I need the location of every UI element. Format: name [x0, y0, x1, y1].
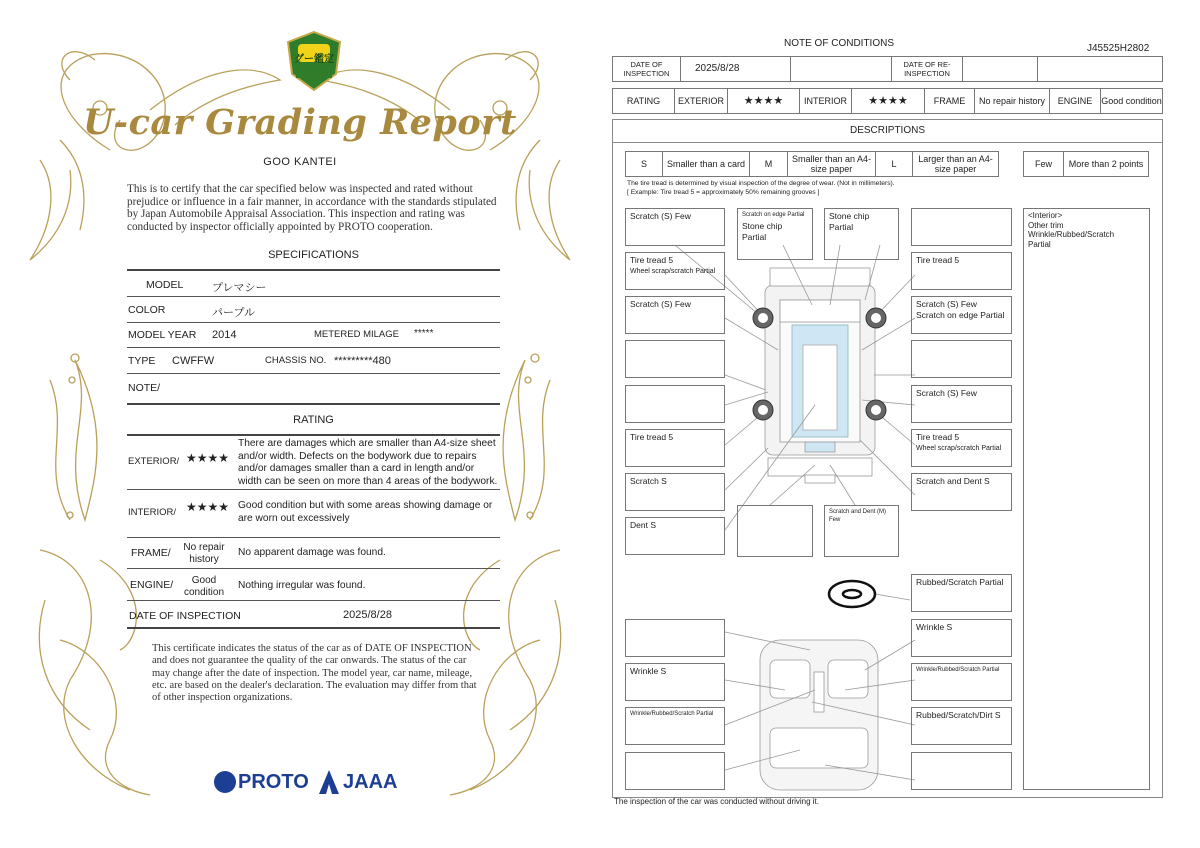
interior-description: Good condition but with some areas showing damage or are worn out excessively [238, 500, 493, 524]
frame-label: FRAME [924, 88, 975, 114]
condition-note [737, 505, 813, 557]
reinspection-label: DATE OF RE-INSPECTION [891, 56, 963, 82]
exterior-label: EXTERIOR [674, 88, 728, 114]
condition-note-line: Tire tread 5 [630, 255, 674, 265]
interior-label: INTERIOR/ [128, 507, 177, 518]
condition-note [911, 340, 1012, 378]
condition-note [625, 385, 725, 423]
condition-note [737, 208, 813, 260]
exterior-description: There are damages which are smaller than A4-size sheet and/or width. Defects on the bodywork due to repairs and/or damages smaller than a card in length and/or width can be seen on more than 4 areas of the bodywork. [238, 438, 498, 487]
condition-note [625, 752, 725, 790]
condition-note: Scratch (S) Few [625, 296, 725, 334]
condition-note-line: Wheel scrap/scratch Partial [916, 445, 1002, 452]
frame-value: No repair history [183, 542, 225, 565]
condition-note-line: Stone chip Partial [742, 221, 783, 242]
frame-description: No apparent damage was found. [238, 547, 386, 558]
condition-note-line: Scratch on edge Partial [916, 310, 1005, 320]
divider [127, 627, 500, 629]
condition-note [911, 208, 1012, 246]
report-title: NOTE OF CONDITIONS [784, 38, 894, 49]
divider [127, 434, 500, 436]
condition-note: Stone chip Partial [824, 208, 899, 260]
legend-s: S [625, 151, 663, 177]
model-label: MODEL [146, 279, 184, 291]
condition-note: Tire tread 5 [625, 429, 725, 467]
interior-stars: ★★★★ [186, 500, 230, 514]
interior-label: INTERIOR [799, 88, 852, 114]
condition-note: Wrinkle S [625, 663, 725, 701]
proto-logo-icon [214, 771, 236, 793]
interior-note-line: Partial [1028, 239, 1051, 249]
condition-note: Rubbed/Scratch Partial [911, 574, 1012, 612]
divider [127, 296, 500, 297]
condition-note [625, 619, 725, 657]
condition-note: Dent S [625, 517, 725, 555]
condition-note: Scratch (S) Few [625, 208, 725, 246]
condition-note [911, 296, 1012, 334]
exterior-stars: ★★★★ [727, 88, 800, 114]
tire-note: The tire tread is determined by visual inspection of the degree of wear. (Not in millimeters). [627, 180, 895, 187]
divider [127, 347, 500, 348]
engine-value: Good condition [183, 575, 225, 598]
frame-value: No repair history [974, 88, 1050, 114]
condition-note-line: Tire tread 5 [916, 432, 960, 442]
divider [127, 322, 500, 323]
divider [127, 489, 500, 490]
certify-statement: This is to certify that the car specified below was inspected and rated without prejudice or influence in a fair manner, in accordance with the standards stipulated by Japan Automobile Appraisal Association. This inspection and rating was conducted by inspector officially appointed by PROTO cooperation. [127, 183, 497, 233]
tire-example: [ Example: Tire tread 5 = approximately 50% remaining grooves ] [627, 189, 820, 196]
inspection-date-label: DATE OF INSPECTION [129, 610, 241, 622]
divider [127, 373, 500, 374]
metered-milage-value: ***** [414, 328, 434, 339]
legend-l: L [875, 151, 913, 177]
condition-note [625, 252, 725, 290]
steering-wheel-icon [829, 581, 875, 607]
color-label: COLOR [128, 304, 166, 316]
condition-note [911, 429, 1012, 467]
interior-note-line: <Interior> [1028, 211, 1063, 220]
condition-note: Wrinkle S [911, 619, 1012, 657]
chassis-label: CHASSIS NO. [265, 355, 327, 366]
model-year-value: 2014 [212, 329, 237, 341]
rating-label: RATING [612, 88, 675, 114]
legend-m-desc: Smaller than an A4-size paper [787, 151, 876, 177]
engine-value: Good condition [1100, 88, 1163, 114]
legend-s-desc: Smaller than a card [662, 151, 750, 177]
color-value: パープル [212, 307, 256, 319]
frame-label: FRAME/ [131, 547, 171, 559]
condition-note: Scratch (S) Few [911, 385, 1012, 423]
condition-note-line: Scratch (S) Few [916, 299, 977, 309]
note-of-conditions [600, 0, 1200, 848]
badge-text: グー鑑定 [294, 54, 334, 65]
certificate-subtitle: GOO KANTEI [263, 156, 337, 168]
condition-note: Wrinkle/Rubbed/Scratch Partial [911, 663, 1012, 701]
model-year-label: MODEL YEAR [128, 329, 197, 341]
condition-note [911, 752, 1012, 790]
type-value: CWFFW [172, 355, 215, 367]
proto-logo-text: PROTO [238, 771, 309, 793]
interior-note-line: Wrinkle/Rubbed/Scratch [1028, 230, 1115, 239]
report-id: J45525H2802 [1087, 43, 1150, 54]
legend-few: Few [1023, 151, 1064, 177]
report-footer: The inspection of the car was conducted without driving it. [614, 797, 819, 806]
divider [127, 600, 500, 601]
specifications-heading: SPECIFICATIONS [268, 249, 359, 261]
engine-label: ENGINE [1049, 88, 1101, 114]
condition-note-line: Scratch on edge Partial [742, 212, 805, 218]
jaaa-logo-icon [318, 769, 340, 795]
rating-heading: RATING [293, 414, 334, 426]
date-of-inspection-label: DATE OF INSPECTION [612, 56, 681, 82]
condition-note: Scratch and Dent S [911, 473, 1012, 511]
chassis-value: *********480 [334, 355, 391, 367]
metered-milage-label: METERED MILAGE [314, 329, 399, 340]
model-value: プレマシー [212, 282, 267, 294]
legend-l-desc: Larger than an A4-size paper [912, 151, 999, 177]
certificate-disclaimer: This certificate indicates the status of the car as of DATE OF INSPECTION and does not guarantee the quality of the car onwards. The status of the car may change after the date of inspection. The model year, car name, mileage, etc. are based on the dealer's declaration. The evaluation may differ from that of other inspection organizations. [152, 643, 477, 704]
engine-description: Nothing irregular was found. [238, 580, 366, 591]
condition-note: Rubbed/Scratch/Dirt S [911, 707, 1012, 745]
engine-label: ENGINE/ [130, 579, 174, 591]
exterior-stars: ★★★★ [186, 451, 230, 465]
condition-note: Scratch S [625, 473, 725, 511]
inspection-date-value: 2025/8/28 [343, 609, 392, 621]
condition-note [625, 340, 725, 378]
condition-note: Scratch and Dent (M) Few [824, 505, 899, 557]
interior-note-line: Other trim [1028, 220, 1064, 230]
interior-notes-box [1023, 208, 1150, 790]
goo-kantei-badge-icon [286, 30, 342, 92]
descriptions-heading: DESCRIPTIONS [612, 119, 1163, 143]
divider [127, 403, 500, 405]
certificate-title: U-car Grading Report [83, 102, 517, 143]
type-label: TYPE [128, 355, 156, 367]
condition-note: Tire tread 5 [911, 252, 1012, 290]
date-of-inspection-value: 2025/8/28 [680, 56, 791, 82]
jaaa-logo-text: JAAA [343, 771, 398, 793]
exterior-label: EXTERIOR/ [128, 456, 180, 467]
legend-few-desc: More than 2 points [1063, 151, 1149, 177]
divider [127, 269, 500, 271]
condition-note: Wrinkle/Rubbed/Scratch Partial [625, 707, 725, 745]
interior-stars: ★★★★ [851, 88, 925, 114]
note-label: NOTE/ [128, 382, 161, 394]
divider [127, 568, 500, 569]
condition-note-line: Wheel scrap/scratch Partial [630, 268, 716, 275]
divider [127, 537, 500, 538]
legend-m: M [749, 151, 788, 177]
